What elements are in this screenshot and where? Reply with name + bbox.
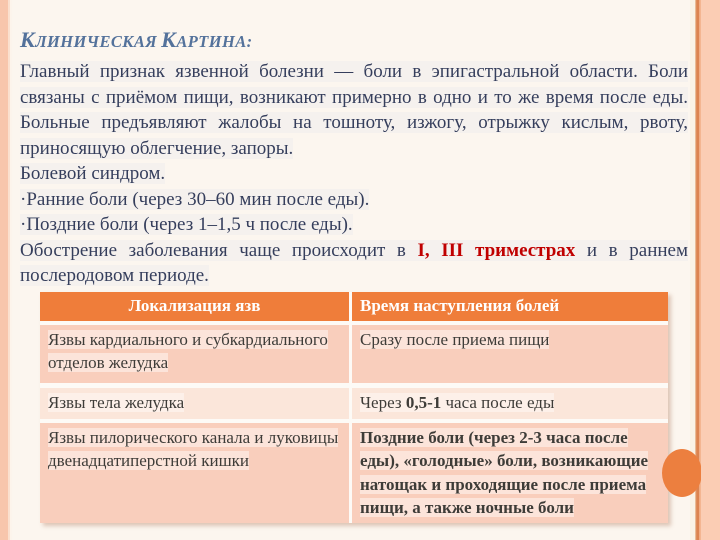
exacerbation-prefix: Обострение заболевания чаще происходит в [20,239,418,261]
cell-time [352,325,668,388]
cell-time-text: Поздние боли (через 2-3 часа после еды), «голодные» боли, возникающие натощак и проходящие после приема пищи, а также ночные боли [360,427,649,517]
accent-circle-shape [662,449,702,497]
title-text: ЛИНИЧЕСКАЯ [35,32,158,51]
right-edge-peach-band [701,0,720,540]
cell-location [40,423,352,523]
title-initial: К [161,27,177,52]
table-row-stomach-body-ulcers [40,388,668,423]
cell-time-prefix: Через [360,392,406,412]
cell-time-bold-value: 0,5-1 [405,392,442,412]
cell-location-text: Язвы пилорического канала и луковицы двенадцатиперстной кишки [48,427,339,470]
cell-time-text: Сразу после приема пищи [360,329,550,349]
title-text: АРТИНА: [176,32,253,51]
table-header-row [40,292,668,325]
title-initial: К [20,27,36,52]
left-edge-stripe [0,0,13,540]
cell-time [352,388,668,423]
cell-time-suffix: часа после еды [441,392,555,412]
cell-time [352,423,668,523]
exacerbation-suffix: и в раннем послеродовом периоде. [20,239,688,286]
slide-text-block [20,28,688,289]
main-symptoms-text: Главный признак язвенной болезни — боли в эпигастральной области. Боли связаны с приёмом пищи, возникают примерно в одно и то же время после еды. Больные предъявляют жалобы на тошноту, изжогу, отрыжку кислым, рвоту, приносящую облегчение, запоры. [20,61,688,159]
main-symptoms-paragraph [20,59,688,161]
slide-title [20,28,688,54]
exacerbation-line [20,238,688,289]
header-localization: Локализация язв [40,292,352,325]
cell-location [40,388,352,423]
cell-location-text: Язвы тела желудка [48,392,185,412]
ulcer-pain-table [40,292,668,523]
early-pain-text: ·Ранние боли (через 30–60 мин после еды). [20,188,370,210]
pain-syndrome-line [20,161,688,187]
pain-syndrome-text: Болевой синдром. [20,163,166,184]
cell-location-text: Язвы кардиального и субкардиального отделов желудка [48,329,328,372]
table-row-pyloric-ulcers [40,423,668,523]
late-pain-line [20,212,688,238]
early-pain-line [20,187,688,213]
ulcer-pain-table-container [40,292,668,523]
exacerbation-trimester-highlight: I, III триместрах [417,239,576,261]
late-pain-text: ·Поздние боли (через 1–1,5 ч после еды). [20,214,353,235]
cell-location [40,325,352,388]
header-pain-time: Время наступления болей [352,292,668,325]
table-row-cardial-ulcers [40,325,668,388]
